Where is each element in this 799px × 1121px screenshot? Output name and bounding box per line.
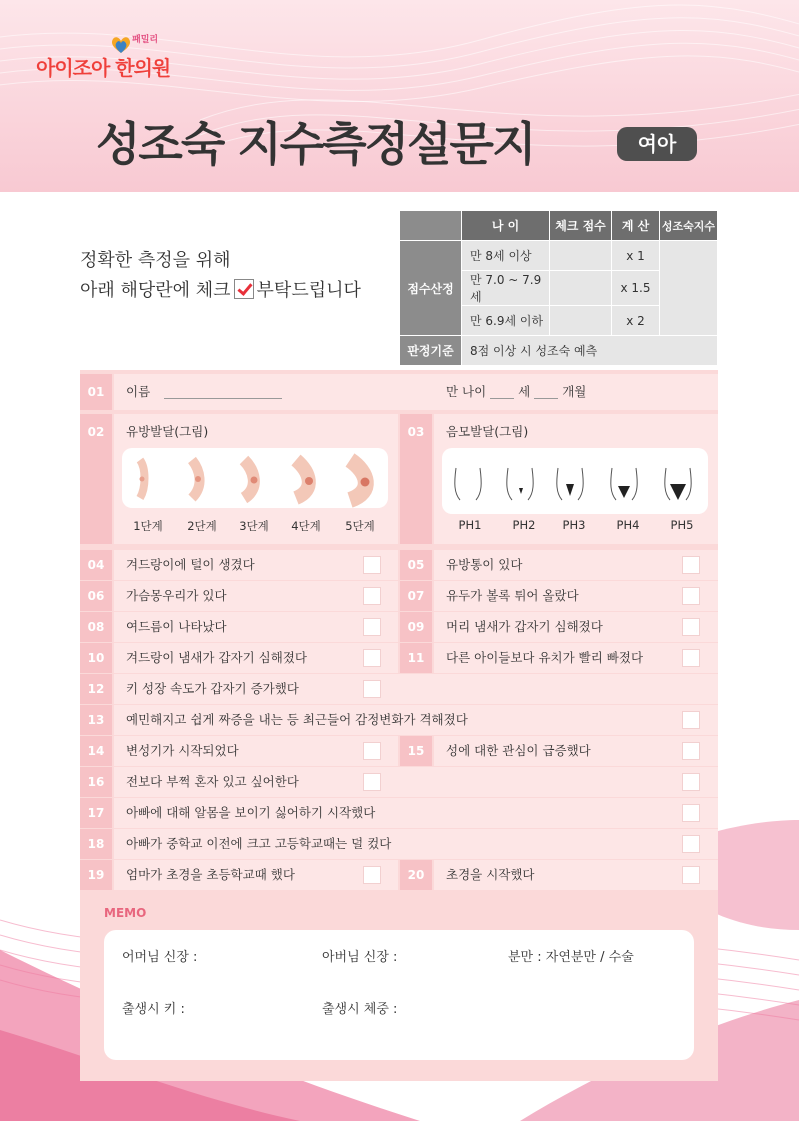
question-text: 머리 냄새가 갑자기 심해졌다 [434, 612, 718, 642]
score-table [399, 210, 718, 366]
question-number: 17 [80, 798, 112, 828]
answer-checkbox[interactable] [682, 587, 700, 605]
pubic-stages-illustration [442, 448, 708, 514]
years-label: 세 [518, 384, 531, 399]
score-index-cell[interactable] [660, 241, 718, 336]
score-check-cell[interactable] [550, 241, 612, 271]
score-header-age: 나 이 [462, 211, 550, 241]
answer-checkbox[interactable] [682, 649, 700, 667]
question-text: 변성기가 시작되었다 [114, 736, 398, 766]
age-group [446, 374, 586, 410]
score-check-cell[interactable] [550, 271, 612, 306]
question-number: 07 [400, 581, 432, 611]
breast-stage-label: 4단계 [291, 519, 321, 533]
question-text: 여드름이 나타났다 [114, 612, 398, 642]
breast-stage-label: 1단계 [133, 519, 163, 533]
question-row [80, 643, 718, 673]
age-months-input[interactable] [534, 385, 558, 399]
answer-checkbox[interactable] [363, 649, 381, 667]
question-number: 03 [400, 414, 432, 544]
score-check-cell[interactable] [550, 306, 612, 336]
question-number: 19 [80, 860, 112, 890]
months-label: 개월 [562, 384, 587, 399]
birth-height-field: 출생시 키 : [122, 1002, 185, 1017]
question-text: 엄마가 초경을 초등학교때 했다 [114, 860, 398, 890]
question-row [80, 612, 718, 642]
question-text: 아빠가 중학교 이전에 크고 고등학교때는 덜 컸다 [114, 829, 718, 859]
age-label: 만 나이 [446, 384, 487, 399]
answer-checkbox[interactable] [682, 742, 700, 760]
score-header-check: 체크 점수 [550, 211, 612, 241]
question-row [80, 829, 718, 859]
answer-checkbox[interactable] [363, 587, 381, 605]
question-row [80, 767, 718, 797]
question-number: 08 [80, 612, 112, 642]
criteria-row [400, 336, 718, 366]
memo-box[interactable] [104, 930, 694, 1060]
score-age: 만 6.9세 이하 [462, 306, 550, 336]
answer-checkbox[interactable] [682, 866, 700, 884]
score-calc: x 1 [612, 241, 660, 271]
breast-stage-label: 2단계 [187, 519, 217, 533]
intro-text [80, 246, 361, 306]
pubic-stages-image [442, 448, 708, 514]
intro-line-2 [80, 276, 361, 306]
breast-stage-label: 5단계 [345, 519, 375, 533]
question-number: 16 [80, 767, 112, 797]
pubic-development-label: 음모발달(그림) [446, 424, 529, 439]
age-years-input[interactable] [490, 385, 514, 399]
score-header-calc: 계 산 [612, 211, 660, 241]
name-age-cell [114, 374, 718, 410]
question-number: 15 [400, 736, 432, 766]
question-text: 키 성장 속도가 갑자기 증가했다 [114, 674, 718, 704]
memo-title: MEMO [104, 906, 147, 920]
logo-name: 아이조아 한의원 [36, 56, 171, 80]
question-number: 18 [80, 829, 112, 859]
question-text: 겨드랑이에 털이 생겼다 [114, 550, 398, 580]
answer-checkbox[interactable] [363, 742, 381, 760]
question-row [80, 736, 718, 766]
mother-height-field: 어머님 신장 : [122, 950, 198, 965]
answer-checkbox[interactable] [682, 804, 700, 822]
development-row [80, 414, 718, 544]
answer-checkbox[interactable] [682, 835, 700, 853]
intro-line-1: 정확한 측정을 위해 [80, 250, 231, 271]
answer-checkbox[interactable] [363, 556, 381, 574]
pubic-stage-label: PH3 [562, 518, 586, 532]
question-row [80, 550, 718, 580]
question-text: 다른 아이들보다 유치가 빨리 빠졌다 [434, 643, 718, 673]
question-text: 예민해지고 쉽게 짜증을 내는 등 최근들어 감정변화가 격해졌다 [114, 705, 718, 735]
question-number: 06 [80, 581, 112, 611]
score-row [400, 241, 718, 271]
score-age: 만 7.0 ~ 7.9세 [462, 271, 550, 306]
question-number: 14 [80, 736, 112, 766]
pubic-stage-label: PH2 [512, 518, 536, 532]
question-row [80, 581, 718, 611]
score-calc: x 2 [612, 306, 660, 336]
answer-checkbox[interactable] [682, 556, 700, 574]
breast-development-label: 유방발달(그림) [126, 424, 209, 439]
birth-weight-field: 출생시 체중 : [322, 1002, 398, 1017]
criteria-text: 8점 이상 시 성조숙 예측 [462, 336, 718, 366]
delivery-field: 분만 : 자연분만 / 수술 [508, 950, 634, 965]
answer-checkbox[interactable] [363, 618, 381, 636]
answer-checkbox[interactable] [682, 618, 700, 636]
breast-stages-illustration [122, 448, 388, 508]
score-table-header [400, 211, 718, 241]
question-text: 성에 대한 관심이 급증했다 [434, 736, 718, 766]
pubic-stage-label: PH1 [458, 518, 482, 532]
gender-badge: 여아 [617, 127, 697, 161]
question-number: 13 [80, 705, 112, 735]
score-age: 만 8세 이상 [462, 241, 550, 271]
answer-checkbox[interactable] [363, 773, 381, 791]
score-header-index: 성조숙지수 [660, 211, 718, 241]
pubic-stage-label: PH4 [616, 518, 640, 532]
question-number: 12 [80, 674, 112, 704]
score-calc: x 1.5 [612, 271, 660, 306]
score-table-corner [400, 211, 462, 241]
question-number: 02 [80, 414, 112, 544]
question-text: 전보다 부쩍 혼자 있고 싶어한다 [114, 767, 718, 797]
name-input[interactable] [164, 385, 282, 399]
checkmark-icon [234, 279, 254, 299]
intro-line-2-pre: 아래 해당란에 체크 [80, 280, 231, 301]
breast-stage-label: 3단계 [239, 519, 269, 533]
answer-checkbox[interactable] [682, 711, 700, 729]
answer-checkbox[interactable] [363, 866, 381, 884]
pubic-stage-label: PH5 [670, 518, 694, 532]
breast-stages-image [122, 448, 388, 508]
name-age-row [80, 374, 718, 410]
question-number: 09 [400, 612, 432, 642]
question-text: 유방통이 있다 [434, 550, 718, 580]
questionnaire-form [80, 370, 718, 1081]
name-label: 이름 [126, 384, 151, 399]
question-text: 아빠에 대해 알몸을 보이기 싫어하기 시작했다 [114, 798, 718, 828]
question-number: 05 [400, 550, 432, 580]
question-number: 04 [80, 550, 112, 580]
question-row [80, 705, 718, 735]
question-number: 01 [80, 374, 112, 410]
criteria-label: 판정기준 [400, 336, 462, 366]
intro-line-2-post: 부탁드립니다 [256, 280, 361, 301]
logo-subtitle: 패밀리 [132, 35, 159, 45]
score-side-label: 점수산정 [400, 241, 462, 336]
question-text: 유두가 볼록 튀어 올랐다 [434, 581, 718, 611]
answer-checkbox[interactable] [682, 773, 700, 791]
page-title: 성조숙 지수측정설문지 [96, 117, 535, 171]
answer-checkbox[interactable] [363, 680, 381, 698]
father-height-field: 아버님 신장 : [322, 950, 398, 965]
question-text: 가슴몽우리가 있다 [114, 581, 398, 611]
question-text: 겨드랑이 냄새가 갑자기 심해졌다 [114, 643, 398, 673]
question-row [80, 674, 718, 704]
question-row [80, 860, 718, 890]
question-row [80, 798, 718, 828]
question-number: 11 [400, 643, 432, 673]
question-number: 20 [400, 860, 432, 890]
question-text: 초경을 시작했다 [434, 860, 718, 890]
question-number: 10 [80, 643, 112, 673]
